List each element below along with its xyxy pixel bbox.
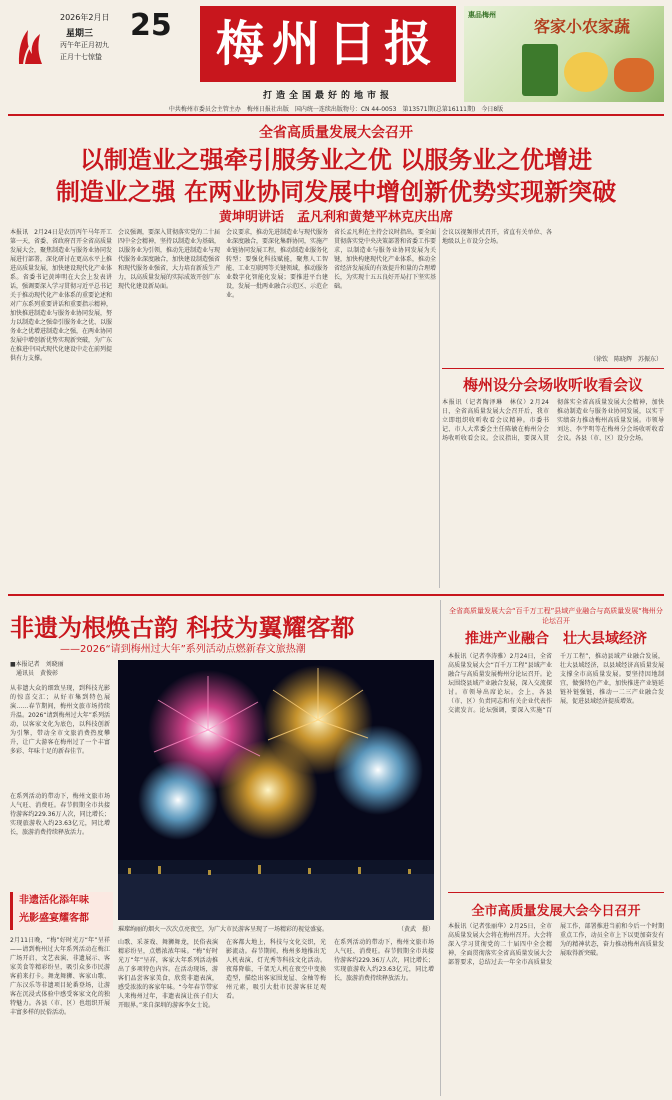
date-block (12, 4, 182, 92)
lead-body-column-2: 会议强调，要深入贯彻落实党的二十届四中全会精神，坚持以制造业为基础，以服务业为引领，推动先进制造业与现代服务业深度融合，加快建设制造强省和现代服务业强省，大力培育新质生产力，以高质量发展的实际成效开创广东现代化建设新局面。 (118, 229, 220, 290)
meeting-divider (442, 368, 664, 369)
lead-subhead: 黄坤明讲话 孟凡利和黄楚平林克庆出席 (218, 210, 453, 225)
sub-headline-box (10, 892, 113, 930)
publisher-line: 中共梅州市委员会主管主办 梅州日报社出版 国内统一连续出版物号：CN 44-0053 第13571期(总第16111期) 今日8版 (168, 106, 504, 113)
feature-body-stats: 在系列活动的带动下，梅州文旅市场人气旺、消费旺。春节假期全市共接待游客约229.36万人次，同比增长；实现旅游收入约23.63亿元，同比增长，旅游消费持续释放活力。 (10, 793, 110, 836)
feature-body-column-1: 2月11日晚，“梅”好时光万“年”呈祥——请到梅州过大年系列活动在梅江广场开启，文艺表演、非遗展示、客家美食等精彩纷呈，吸引众多市民游客前来打卡。舞龙舞狮、客家山歌、广东汉乐等非遗项目轮番登场，让游客在沉浸式体验中感受客家文化的独特魅力。各县（市、区）也组织开展丰富多样的民俗活动。 (10, 937, 110, 1016)
ad-product-image (564, 52, 608, 92)
lead-headline-2: 制造业之强 在两业协同发展中增创新优势实现新突破 (55, 177, 617, 206)
forum-body: 本报讯（记者李涛雅）2月24日，全省高质量发展大会“百千万工程”县域产业融合与高质量发展梅州分论坛召开。论坛围绕县域产业融合发展，深入交流探讨。市领导出席论坛。会上，各县（市、区）负责同志和有关企业代表作交流发言。论坛强调，要深入实施“百千万工程”，推动县域产业融合发展，壮大县域经济，以县域经济高质量发展支撑全市高质量发展。要坚持因地制宜，做强特色产业，加快推进产业链延链补链强链，推动一二三产业融合发展，促进县域经济提质增效。 (448, 653, 664, 714)
newspaper-logo-icon (14, 24, 48, 68)
photo-credit: （黄武 摄） (397, 926, 434, 933)
feature-subhead: ——2026“请到梅州过大年”系列活动点燃新春文旅热潮 (60, 644, 306, 655)
sub-headline-1: 非遗活化添年味 (19, 895, 89, 906)
newspaper-title: 梅州日报 (215, 16, 440, 72)
feature-body-intro: 从非遗大众的细致呈现，到科技光影的惊喜交汇；从好市集到特色展演……春节期间，梅州文旅市场持续升温。2026“请到梅州过大年”系列活动，以客家文化为底色，以科技创新为引擎，带动全市文旅消费热度攀升，让广大游客在梅州过了一个丰富多彩、年味十足的新春佳节。 (10, 685, 110, 755)
weekday: 星期三 (66, 29, 94, 39)
forum-headline: 推进产业融合 壮大县域经济 (465, 631, 647, 647)
conference-divider (448, 892, 664, 893)
day-number: 25 (130, 8, 172, 43)
meeting-body: 本报讯（记者陶泽琳 林仪）2月24日，全省高质量发展大会召开后，我市立即组织收听收看会议精神。市委书记、市人大常委会主任陈敏在梅州分会场收听收看会议。会议指出，要深入贯彻落实全省高质量发展大会精神，加快推动制造业与服务业协同发展，以实干实绩奋力推动梅州高质量发展。市领导刘达、李宇明等在梅州分会场收听收看会议。各县（市、区）设分会场。 (442, 399, 664, 442)
date-line: 2026年2月日 (60, 13, 110, 22)
masthead-ad (464, 6, 664, 102)
conference-body: 本报讯（记者张丽华）2月25日，全市高质量发展大会将在梅州召开。大会将深入学习贯彻党的二十届四中全会精神，全面贯彻落实全省高质量发展大会部署要求，总结过去一年全市高质量发展工作，部署推进当前和今后一个时期重点工作，动员全市上下以更加奋发有为的精神状态，奋力推动梅州高质量发展取得新突破。 (448, 923, 664, 966)
conference-headline: 全市高质量发展大会今日召开 (471, 904, 641, 919)
slogan: 打造全国最好的地市报 (262, 91, 393, 101)
masthead (8, 0, 664, 112)
ad-title: 客家小农家蔬 (534, 17, 631, 36)
lunar-date: 丙午年正月初九 (60, 41, 109, 49)
feature-body-column-3: 在客都大地上，科技与文化交织，光影流动。春节期间，梅州多地推出无人机表演、灯光秀等科技文化活动。夜幕降临，千架无人机在夜空中变换造型，描绘出客家围龙屋、金柚等梅州元素，吸引大批市民游客驻足观看。 (226, 939, 326, 1000)
feature-body-column-2: 山歌、采茶戏、舞狮舞龙，民俗表演精彩纷呈，点燃浓浓年味。“梅”好时光万“年”呈祥，客家大年系列活动推出了多项特色内容。在活动现场，游客们品尝客家美食，欣赏非遗表演，感受浓浓的客家年味。“今年春节带家人来梅州过年，非遗表演让孩子们大开眼界。”来自深圳的游客李女士说。 (118, 939, 218, 1009)
lead-body-column-3: 会议要求，推动先进制造业与现代服务业深度融合，要深化集群协同，实施产业链协同发展工程，推动制造业服务化转型；要强化科技赋能，聚焦人工智能、工业互联网等关键领域，推动服务业数字化智能化发展；要推进平台建设，发展一批两业融合示范区、示范企业。 (226, 229, 328, 299)
lead-body-column-1: 本报讯 2月24日是农历丙午马年开工第一天，省委、省政府召开全省高质量发展大会，聚焦制造业与服务业协同发展进行部署，深化研讨在更高水平上推进高质量发展，加快建设现代化产业体系。省委书记黄坤明在大会上发表讲话，强调要深入学习贯彻习近平总书记关于推动现代化产业体系的重要论述和对广东系列重要讲话和重要指示精神，加快推进制造业与服务业协同发展，努力以制造业之强牵引服务业之优、以服务业之优增进制造业之强，在两业协同发展中增创新优势实现新突破，为广东在推进中国式现代化建设中走在前列提供有力支撑。 (10, 229, 112, 362)
lead-author: （徐钦 陈晓辉 苏振东） (589, 356, 662, 363)
title-banner (200, 6, 456, 82)
solar-term: 正月十七惊蛰 (60, 53, 102, 61)
ad-product-image (614, 58, 654, 92)
photo-caption: 璀璨绚丽的烟火一次次点亮夜空，为广大市民游客呈现了一场精彩的视觉盛宴。 (118, 926, 329, 933)
lead-body-column-4: 省长孟凡利在主持会议时指出，要全面贯彻落实党中央决策部署和省委工作要求，以制造业与服务业协同发展为关键，加快构建现代化产业体系，推动全省经济发展质的有效提升和量的合理增长，为实现十五五良好开局打下坚实基础。 (334, 229, 436, 290)
fireworks-photo (118, 660, 434, 920)
ad-logo: 惠品梅州 (468, 11, 496, 19)
lead-body-column-5: 会议以视频形式召开，省直有关单位、各地级以上市设分会场。 (442, 229, 552, 245)
feature-byline: ■本报记者 刘晓丽 通讯员 黄俊彰 (10, 661, 64, 677)
meeting-headline: 梅州设分会场收听收看会议 (462, 376, 643, 394)
lead-kicker: 全省高质量发展大会召开 (259, 125, 413, 141)
feature-headline: 非遗为根焕古韵 科技为翼耀客都 (10, 613, 355, 642)
fireworks-image (118, 660, 434, 920)
ad-product-image (522, 44, 558, 96)
forum-kicker: 全省高质量发展大会“百千万工程”县域产业融合与高质量发展“梅州分论坛召开 (449, 607, 663, 625)
sub-headline-2: 光影盛宴耀客都 (19, 913, 89, 924)
feature-body-column-4: 在系列活动的带动下，梅州文旅市场人气旺、消费旺。春节假期全市共接待游客约229.36万人次，同比增长；实现旅游收入约23.63亿元，同比增长，旅游消费持续释放活力。 (334, 939, 434, 982)
lead-headline-1: 以制造业之强牵引服务业之优 以服务业之优增进 (79, 145, 593, 174)
